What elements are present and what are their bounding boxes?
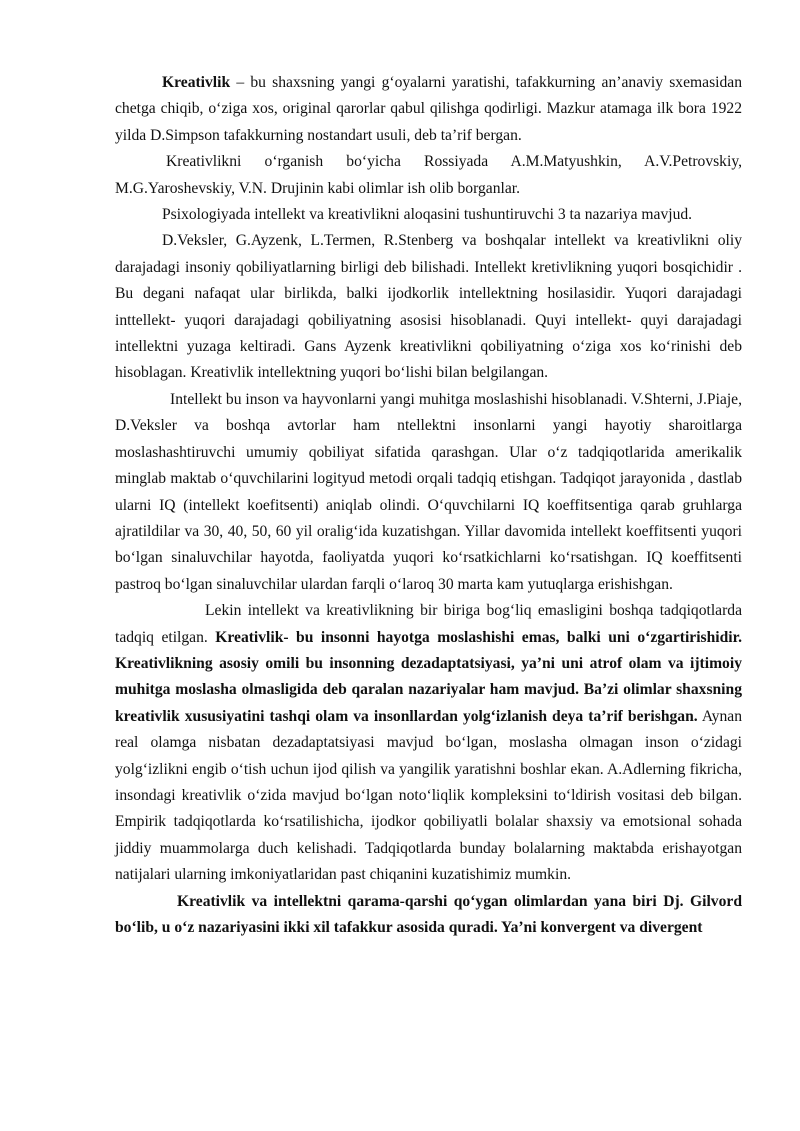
- dezadaptation-bold-text: Kreativlik- bu insonni hayotga moslashishi emas, balki uni o‘zgartirishidir. Kreativlikning asosiy omili bu insonning dezadaptatsiyasi, ya’ni uni atrof olam va ijtimoiy muhitga moslasha olmasligida deb qaralan nazariyalar ham mavjud. Ba’zi olimlar shaxsning kreativlik xususiyatini tashqi olam va insonllardan yolg‘izlanish deya ta’rif berishgan.: [115, 628, 743, 725]
- russian-scholars-text: Kreativlikni o‘rganish bo‘yicha Rossiyada A.M.Matyushkin, A.V.Petrovskiy, M.G.Yaroshevskiy, V.N. Drujinin kabi olimlar ish olib borganlar.: [115, 153, 742, 197]
- term-kreativlik: Kreativlik: [162, 74, 231, 91]
- definition-text: – bu shaxsning yangi g‘oyalarni yaratishi, tafakkurning an’anaviy sxemasidan chetga chiqib, o‘ziga xos, original qarorlar qabul qilishga qodirligi. Mazkur atamaga ilk bora 1922 yilda D.Simpson tafakkurning nostandart usuli, deb ta’rif bergan.: [115, 74, 742, 144]
- document-page: [115, 70, 742, 941]
- paragraph-three-theories: [115, 202, 742, 228]
- paragraph-definition: [115, 70, 742, 149]
- paragraph-russian-scholars: [115, 149, 742, 202]
- dezadaptation-body-text: Aynan real olamga nisbatan dezadaptatsiyasi mavjud bo‘lgan, moslasha olmagan inson o‘zidagi yolg‘izlikni engib o‘tish uchun ijod qilish va yangilik yaratishni boshlar ekan. A.Adlerning fikricha, insondagi kreativlik o‘zida mavjud bo‘lgan noto‘liqlik kompleksini to‘ldirish vositasi deb bilgan. Empirik tadqiqotlarda ko‘rsatilishicha, ijodkor qobiliyatli bolalar shaxsiy va emotsional sohada jiddiy muammolarga duch kelishadi. Tadqiqotlarda bunday bolalarning maktabda erishayotgan natijalari ularning imkoniyatlaridan past chiqanini kuzatishimiz mumkin.: [115, 707, 742, 884]
- adaptation-theory-text: Intellekt bu inson va hayvonlarni yangi muhitga moslashishi hisoblanadi. V.Shterni, J.Piaje, D.Veksler va boshqa avtorlar ham ntellektni insonlarni yangi hayotiy sharoitlarga moslashashtiruvchi umumiy qobiliyat sifatida qarashgan. Ular o‘z tadqiqotlarida amerikalik minglab maktab o‘quvchilarini logityud metodi orqali tadqiq etishgan. Tadqiqot jarayonida , dastlab ularni IQ (intellekt koefitsenti) aniqlab olindi. O‘quvchilarni IQ koeffitsentiga qarab gruhlarga ajratildilar va 30, 40, 50, 60 yil oralig‘ida kuzatishgan. Yillar davomida intellekt koeffitsenti yuqori bo‘lgan sinaluvchilar hayotda, faoliyatda yuqori ko‘rsatkichlarni ko‘rsatishgan. IQ koeffitsenti pastroq bo‘lgan sinaluvchilar ulardan farqli o‘laroq 30 marta kam yutuqlarga erishishgan.: [115, 390, 742, 593]
- paragraph-gilford-theory: [115, 889, 742, 942]
- unity-theory-text: D.Veksler, G.Ayzenk, L.Termen, R.Stenberg va boshqalar intellekt va kreativlikni oliy darajadagi insoniy qobiliyatlarning birligi deb bilishadi. Intellekt kretivlikning yuqori bosqichidir . Bu degani nafaqat ular birlikda, balki ijodkorlik intellektning hosilasidir. Yuqori darajadagi inttellekt- yuqori darajadagi qobiliyatning asosisi hisoblanadi. Quyi intellekt- quyi darajadagi intellektni yuzaga keltiradi. Gans Ayzenk kreativlikni qobiliyatning o‘ziga xos ko‘rinishi deb hisoblagan. Kreativlik intellektning yuqori bo‘lishi bilan belgilangan.: [115, 232, 742, 382]
- dezadaptation-intro-text: Lekin intellekt va kreativlikning bir biriga bog‘liq emasligini boshqa tadqiqotlarda tadqiq etilgan.: [115, 602, 742, 646]
- gilford-bold-text: Kreativlik va intellektni qarama-qarshi qo‘ygan olimlardan yana biri Dj. Gilvord bo‘lib, u o‘z nazariyasini ikki xil tafakkur asosida quradi. Ya’ni konvergent va divergent: [115, 892, 742, 936]
- paragraph-adaptation-theory: [115, 387, 742, 598]
- paragraph-unity-theory: [115, 228, 742, 386]
- paragraph-dezadaptation-theory: [115, 598, 742, 888]
- three-theories-text: Psixologiyada intellekt va kreativlikni aloqasini tushuntiruvchi 3 ta nazariya mavjud.: [162, 206, 693, 224]
